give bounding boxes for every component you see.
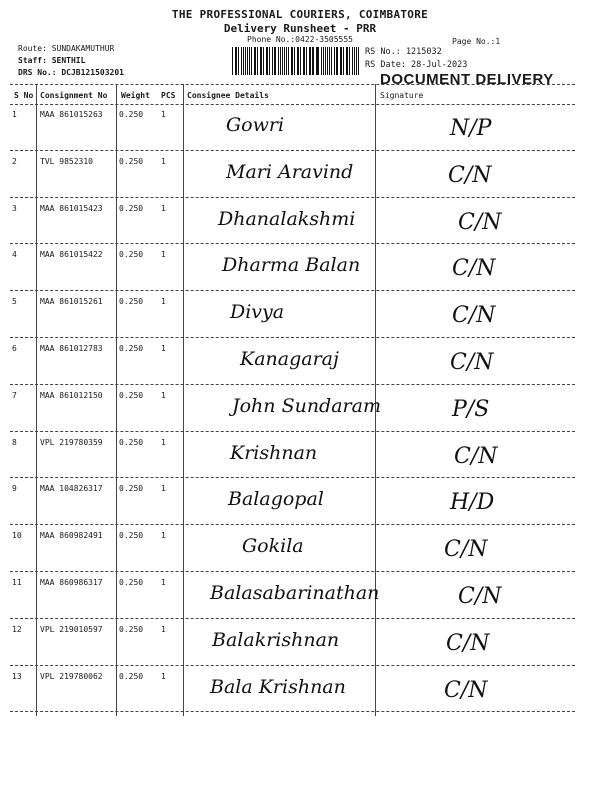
page-number: Page No.:1 xyxy=(452,37,501,46)
consignee-name: Dhanalakshmi xyxy=(218,207,356,230)
barcode-bar xyxy=(304,47,305,75)
row-consignment-no: MAA 860986317 xyxy=(40,578,103,587)
row-pcs: 1 xyxy=(161,110,166,119)
barcode-bar xyxy=(286,47,287,75)
barcode-bar xyxy=(352,47,353,75)
row-pcs: 1 xyxy=(161,203,166,213)
barcode-bar xyxy=(341,47,342,75)
col-header-consignee: Consignee Details xyxy=(187,91,269,100)
table-row xyxy=(0,619,600,666)
row-consignment-no: MAA 861015261 xyxy=(40,297,103,307)
row-weight: 0.250 xyxy=(119,110,144,119)
row-weight: 0.250 xyxy=(119,203,144,213)
row-pcs: 1 xyxy=(161,578,166,587)
signature-status: C/N xyxy=(458,584,502,609)
signature-status: C/N xyxy=(450,350,494,375)
row-sno: 10 xyxy=(12,531,22,541)
consignee-name: Gowri xyxy=(226,114,285,136)
barcode-bar xyxy=(249,47,250,75)
row-consignment-no: VPL 219780062 xyxy=(40,671,103,681)
row-weight: 0.250 xyxy=(119,297,144,307)
row-pcs: 1 xyxy=(161,531,166,541)
row-sno: 12 xyxy=(12,624,22,634)
row-sno: 1 xyxy=(12,110,17,119)
signature-status: C/N xyxy=(454,443,498,469)
consignee-name: Dharma Balan xyxy=(222,254,361,277)
route-label: Route: SUNDAKAMUTHUR xyxy=(18,44,115,53)
phone-number: Phone No.:0422-3505555 xyxy=(247,35,353,44)
row-weight: 0.250 xyxy=(119,531,144,541)
row-consignment-no: MAA 861012150 xyxy=(40,390,103,400)
barcode-bar xyxy=(340,47,341,75)
table-row xyxy=(0,572,600,619)
consignee-name: Mari Aravind xyxy=(226,160,354,183)
barcode-bar xyxy=(275,47,276,75)
row-weight: 0.250 xyxy=(119,437,144,447)
row-consignment-no: MAA 861015423 xyxy=(40,203,103,213)
row-weight: 0.250 xyxy=(119,578,144,587)
row-pcs: 1 xyxy=(161,390,166,400)
table-row xyxy=(0,666,600,713)
barcode-bar xyxy=(255,47,256,75)
row-pcs: 1 xyxy=(161,250,166,260)
row-pcs: 1 xyxy=(161,437,166,447)
row-rule xyxy=(10,711,575,712)
barcode-bar xyxy=(294,47,295,75)
row-sno: 9 xyxy=(12,484,17,494)
barcode-bar xyxy=(358,47,359,75)
table-row xyxy=(0,244,600,291)
rs-date: RS Date: 28-Jul-2023 xyxy=(365,60,468,70)
row-pcs: 1 xyxy=(161,671,166,681)
row-sno: 4 xyxy=(12,250,17,260)
row-consignment-no: MAA 104826317 xyxy=(40,484,103,494)
barcode-bar xyxy=(323,47,324,75)
barcode-bar xyxy=(278,47,279,75)
row-pcs: 1 xyxy=(161,344,166,353)
signature-status: C/N xyxy=(448,162,492,188)
consignee-name: Balasabarinathan xyxy=(210,582,380,604)
company-title: THE PROFESSIONAL COURIERS, COIMBATORE xyxy=(171,8,429,21)
row-sno: 7 xyxy=(12,390,17,400)
barcode-bar xyxy=(312,47,313,75)
table-row xyxy=(0,291,600,338)
row-consignment-no: TVL 9852310 xyxy=(40,156,93,166)
row-weight: 0.250 xyxy=(119,156,144,166)
row-sno: 5 xyxy=(12,297,17,307)
consignee-name: Gokila xyxy=(242,535,304,558)
row-consignment-no: MAA 860982491 xyxy=(40,531,103,541)
barcode-bar xyxy=(269,47,270,75)
row-pcs: 1 xyxy=(161,484,166,494)
table-row xyxy=(0,104,600,151)
row-weight: 0.250 xyxy=(119,624,144,634)
row-consignment-no: MAA 861015263 xyxy=(40,110,103,119)
signature-status: C/N xyxy=(452,256,496,282)
staff-label: Staff: SENTHIL xyxy=(18,56,86,65)
barcode-bar xyxy=(251,47,252,75)
row-weight: 0.250 xyxy=(119,390,144,400)
row-pcs: 1 xyxy=(161,624,166,634)
table-row xyxy=(0,385,600,432)
table-row xyxy=(0,338,600,385)
barcode-bar xyxy=(334,47,335,75)
table-row xyxy=(0,525,600,572)
barcode-bar xyxy=(238,47,239,75)
barcode-bar xyxy=(232,47,233,75)
row-consignment-no: MAA 861012783 xyxy=(40,344,103,353)
consignee-name: Balakrishnan xyxy=(212,628,340,651)
table-row xyxy=(0,198,600,245)
signature-status: C/N xyxy=(444,537,488,563)
table-row xyxy=(0,151,600,198)
consignee-name: Divya xyxy=(230,301,285,324)
consignee-name: Krishnan xyxy=(230,441,318,464)
table-row xyxy=(0,432,600,479)
barcode xyxy=(232,47,360,75)
barcode-bar xyxy=(310,47,311,75)
row-weight: 0.250 xyxy=(119,250,144,260)
barcode-bar xyxy=(241,47,242,75)
rs-number: RS No.: 1215032 xyxy=(365,47,442,57)
document-delivery-stamp: DOCUMENT DELIVERY xyxy=(380,71,554,88)
col-header-weight: Weight xyxy=(121,91,150,100)
col-header-sno: S No xyxy=(14,91,34,100)
row-weight: 0.250 xyxy=(119,344,144,353)
consignee-name: Kanagaraj xyxy=(240,348,339,370)
drs-number: DRS No.: DCJB121503201 xyxy=(18,68,124,77)
signature-status: P/S xyxy=(452,396,490,422)
barcode-bar xyxy=(261,47,262,75)
barcode-bar xyxy=(267,47,268,75)
barcode-bar xyxy=(318,47,319,75)
col-header-signature: Signature xyxy=(380,91,424,100)
row-sno: 3 xyxy=(12,203,17,213)
col-header-consignment: Consignment No xyxy=(40,91,108,100)
table-top-rule xyxy=(10,84,575,85)
row-weight: 0.250 xyxy=(119,671,144,681)
row-weight: 0.250 xyxy=(119,484,144,494)
barcode-bar xyxy=(347,47,348,75)
signature-status: C/N xyxy=(458,209,502,235)
signature-status: C/N xyxy=(452,303,496,329)
table-row xyxy=(0,478,600,525)
row-consignment-no: VPL 219780359 xyxy=(40,437,103,447)
row-sno: 13 xyxy=(12,671,22,681)
barcode-bar xyxy=(329,47,330,75)
row-sno: 11 xyxy=(12,578,22,587)
col-header-pcs: PCS xyxy=(161,91,176,100)
row-sno: 6 xyxy=(12,344,17,353)
signature-status: C/N xyxy=(446,630,490,656)
signature-status: H/D xyxy=(450,490,495,516)
consignee-name: John Sundaram xyxy=(232,394,381,417)
row-sno: 2 xyxy=(12,156,17,166)
barcode-bar xyxy=(288,47,289,75)
row-pcs: 1 xyxy=(161,297,166,307)
signature-status: N/P xyxy=(450,116,492,141)
runsheet-title: Delivery Runsheet - PRR xyxy=(223,22,377,35)
signature-status: C/N xyxy=(444,677,488,703)
row-pcs: 1 xyxy=(161,156,166,166)
row-consignment-no: MAA 861015422 xyxy=(40,250,103,260)
row-consignment-no: VPL 219010597 xyxy=(40,624,103,634)
consignee-name: Balagopal xyxy=(228,488,324,511)
barcode-bar xyxy=(298,47,299,75)
row-sno: 8 xyxy=(12,437,17,447)
consignee-name: Bala Krishnan xyxy=(210,675,346,698)
